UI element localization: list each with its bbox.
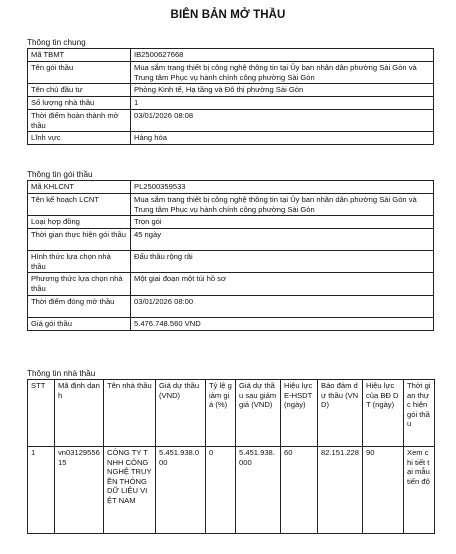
- column-header: Tên nhà thầu: [104, 380, 156, 447]
- field-value: Mua sắm trang thiết bị công nghệ thông tin tại Ủy ban nhân dân phường Sài Gòn và Trung tâm Phục vụ hành chính công phường Sài Gòn: [131, 194, 434, 216]
- field-label: Lĩnh vực: [28, 132, 131, 145]
- table-cell: 5.451.938.000: [156, 447, 206, 534]
- field-value: Đấu thầu rộng rãi: [131, 251, 434, 273]
- table-cell: 0: [206, 447, 236, 534]
- column-header: Bảo đảm dự thầu (VND): [318, 380, 363, 447]
- column-header: Tỷ lệ giảm giá (%): [206, 380, 236, 447]
- field-label: Mã TBMT: [28, 49, 131, 62]
- field-value: Một giai đoạn một túi hồ sơ: [131, 273, 434, 295]
- table-cell: Xem chi tiết tại mẫu tiến độ: [404, 447, 435, 534]
- field-value: IB2500627668: [131, 49, 434, 62]
- table-cell: 5.451.938.000: [236, 447, 281, 534]
- field-label: Tên chủ đầu tư: [28, 84, 131, 97]
- field-value: 45 ngày: [131, 229, 434, 251]
- table-cell: CÔNG TY TNHH CÔNG NGHỆ TRUYỀN THÔNG DỮ LIỆU VIỆT NAM: [104, 447, 156, 534]
- package-row: [28, 295, 434, 317]
- column-header: Hiệu lực E-HSDT (ngày): [281, 380, 318, 447]
- package-row: [28, 181, 434, 194]
- table-cell: 1: [28, 447, 55, 534]
- package-info-table: [27, 180, 434, 331]
- table-row: [28, 447, 435, 534]
- general-row: [28, 110, 434, 132]
- column-header: Mã định danh: [55, 380, 104, 447]
- field-label: Số lượng nhà thầu: [28, 97, 131, 110]
- package-row: [28, 229, 434, 251]
- field-value: Hàng hóa: [131, 132, 434, 145]
- general-row: [28, 62, 434, 84]
- field-value: 5.476.748.560 VND: [131, 317, 434, 330]
- table-cell: vn0312955615: [55, 447, 104, 534]
- field-label: Hình thức lựa chọn nhà thầu: [28, 251, 131, 273]
- field-value: 03/01/2026 08:00: [131, 295, 434, 317]
- column-header: Thời gian thực hiện gói thầu: [404, 380, 435, 447]
- column-header: Giá dự thầu sau giảm giá (VND): [236, 380, 281, 447]
- package-row: [28, 273, 434, 295]
- field-value: PL2500359533: [131, 181, 434, 194]
- general-row: [28, 132, 434, 145]
- general-row: [28, 84, 434, 97]
- column-header: Hiệu lực của BĐ DT (ngày): [363, 380, 404, 447]
- document-title: BIÊN BẢN MỞ THẦU: [170, 9, 286, 21]
- column-header: Giá dự thầu (VND): [156, 380, 206, 447]
- table-cell: 82.151.228: [318, 447, 363, 534]
- field-value: 03/01/2026 08:08: [131, 110, 434, 132]
- contractor-table: [27, 379, 435, 534]
- field-label: Tên gói thầu: [28, 62, 131, 84]
- section-heading-contractors: Thông tin nhà thầu: [27, 369, 96, 378]
- package-row: [28, 317, 434, 330]
- table-cell: 90: [363, 447, 404, 534]
- table-cell: 60: [281, 447, 318, 534]
- field-label: Tên kế hoạch LCNT: [28, 194, 131, 216]
- field-label: Thời điểm đóng mở thầu: [28, 295, 131, 317]
- field-label: Mã KHLCNT: [28, 181, 131, 194]
- general-info-table: [27, 48, 434, 145]
- field-label: Loại hợp đồng: [28, 216, 131, 229]
- field-value: Trọn gói: [131, 216, 434, 229]
- field-label: Giá gói thầu: [28, 317, 131, 330]
- package-row: [28, 251, 434, 273]
- section-heading-general: Thông tin chung: [27, 38, 86, 47]
- field-value: 1: [131, 97, 434, 110]
- field-label: Thời điểm hoàn thành mở thầu: [28, 110, 131, 132]
- field-label: Thời gian thực hiện gói thầu: [28, 229, 131, 251]
- field-value: Mua sắm trang thiết bị công nghệ thông tin tại Ủy ban nhân dân phường Sài Gòn và Trung tâm Phục vụ hành chính công phường Sài Gòn: [131, 62, 434, 84]
- field-value: Phòng Kinh tế, Hạ tầng và Đô thị phường Sài Gòn: [131, 84, 434, 97]
- section-heading-package: Thông tin gói thầu: [27, 170, 93, 179]
- package-row: [28, 216, 434, 229]
- field-label: Phương thức lựa chọn nhà thầu: [28, 273, 131, 295]
- column-header: STT: [28, 380, 55, 447]
- general-row: [28, 97, 434, 110]
- package-row: [28, 194, 434, 216]
- contractor-header-row: [28, 380, 435, 447]
- general-row: [28, 49, 434, 62]
